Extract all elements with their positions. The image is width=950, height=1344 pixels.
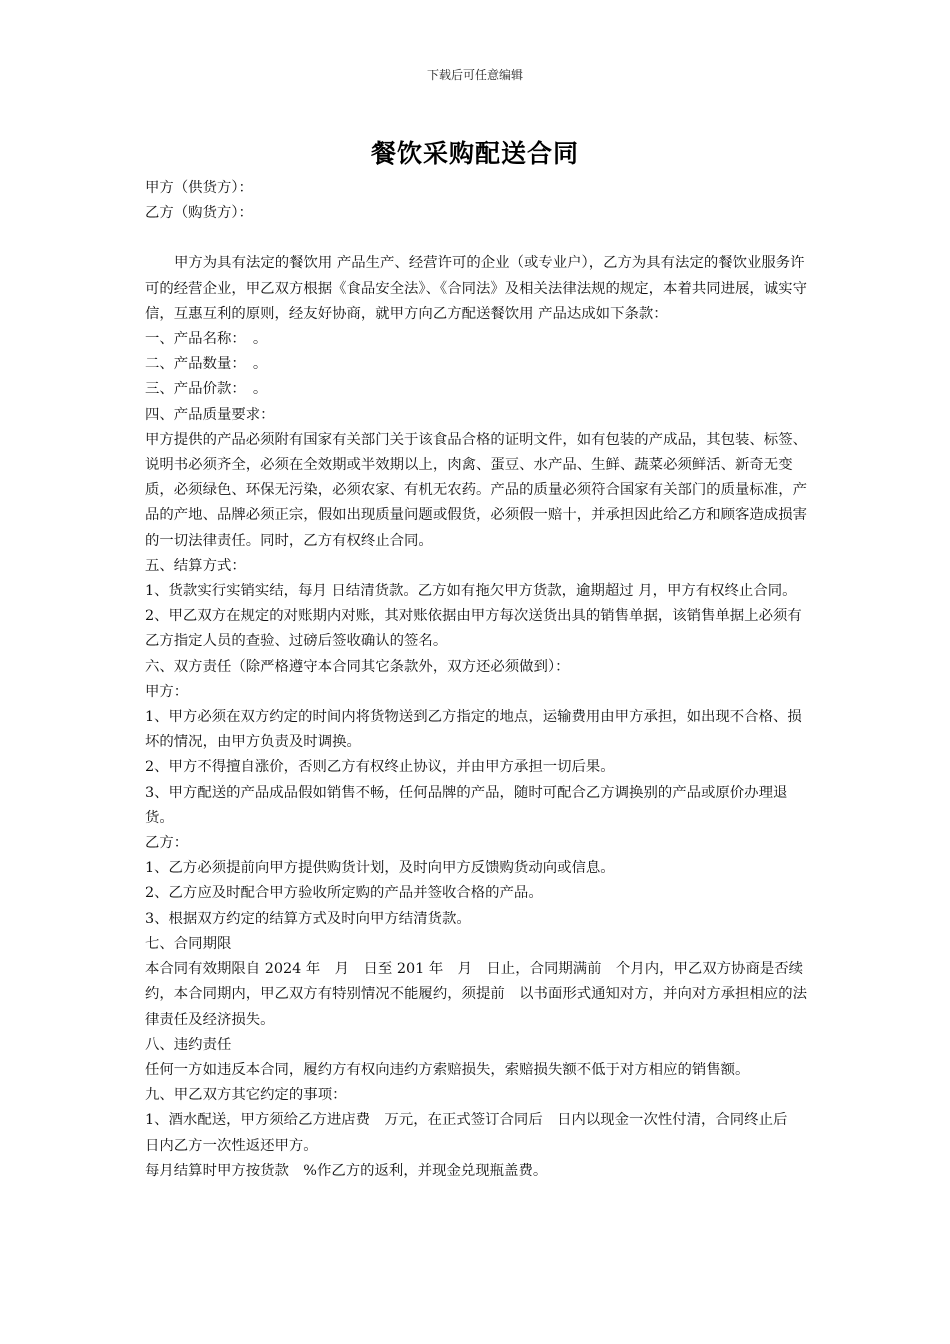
contract-title: 餐饮采购配送合同 bbox=[370, 139, 579, 168]
party-a-duty-3: 3、甲方配送的产品成品假如销售不畅，任何品牌的产品，随时可配合乙方调换别的产品或原价办理退货。 bbox=[145, 784, 788, 826]
clause-product-price: 三、产品价款： 。 bbox=[145, 381, 268, 398]
blank-line bbox=[145, 226, 809, 251]
party-b-duty-3: 3、根据双方约定的结算方式及时向甲方结清货款。 bbox=[145, 910, 471, 927]
other-item-2: 每月结算时甲方按货款 %作乙方的返利，并现金兑现瓶盖费。 bbox=[145, 1162, 548, 1179]
settlement-item-1: 1、货款实行实销实结，每月 日结清货款。乙方如有拖欠甲方货款，逾期超过 月，甲方有权终止合同。 bbox=[145, 583, 797, 600]
party-b-line: 乙方（购货方）： bbox=[145, 205, 253, 222]
clause-settlement-heading: 五、结算方式： bbox=[145, 557, 246, 574]
intro-paragraph: 甲方为具有法定的餐饮用 产品生产、经营许可的企业（或专业户），乙方为具有法定的餐饮业服务许可的经营企业，甲乙双方根据《食品安全法》、《合同法》及相关法律法规的规定，本着共同进展，诚实守信，互惠互利的原则，经友好协商，就甲方向乙方配送餐饮用 产品达成如下条款： bbox=[145, 255, 807, 322]
party-a-label: 甲方： bbox=[145, 683, 189, 700]
contract-body bbox=[145, 176, 809, 1184]
party-a-duty-1: 1、甲方必须在双方约定的时间内将货物送到乙方指定的地点，运输费用由甲方承担，如出现不合格、损坏的情况，由甲方负责及时调换。 bbox=[145, 709, 802, 751]
header-note: 下载后可任意编辑 bbox=[426, 68, 523, 82]
party-b-label: 乙方： bbox=[145, 835, 189, 852]
clause-other-heading: 九、甲乙双方其它约定的事项： bbox=[145, 1087, 347, 1104]
clause-quality-heading: 四、产品质量要求： bbox=[145, 406, 275, 423]
party-a-duty-2: 2、甲方不得擅自涨价，否则乙方有权终止协议，并由甲方承担一切后果。 bbox=[145, 759, 615, 776]
settlement-item-2: 2、甲乙双方在规定的对账期内对账，其对账依据由甲方每次送货出具的销售单据，该销售单据上必须有乙方指定人员的查验、过磅后签收确认的签名。 bbox=[145, 608, 802, 650]
clause-responsibility-heading: 六、双方责任（除严格遵守本合同其它条款外，双方还必须做到）： bbox=[145, 658, 570, 675]
clause-term-heading: 七、合同期限 bbox=[145, 935, 232, 952]
party-a-line: 甲方（供货方）： bbox=[145, 180, 253, 196]
clause-product-name: 一、产品名称： 。 bbox=[145, 331, 268, 348]
other-item-1: 1、酒水配送，甲方须给乙方进店费 万元，在正式签订合同后 日内以现金一次性付清，合同终止后 日内乙方一次性返还甲方。 bbox=[145, 1112, 802, 1154]
party-b-duty-2: 2、乙方应及时配合甲方验收所定购的产品并签收合格的产品。 bbox=[145, 885, 543, 902]
clause-term-text: 本合同有效期限自 2024 年 月 日至 201 年 月 日止，合同期满前 个月内，甲乙双方协商是否续约，本合同期内，甲乙双方有特别情况不能履约，须提前 以书面形式通知对方，并向对方承担相应的法律责任及经济损失。 bbox=[145, 961, 807, 1028]
clause-product-quantity: 二、产品数量： 。 bbox=[145, 356, 268, 373]
party-b-duty-1: 1、乙方必须提前向甲方提供购货计划，及时向甲方反馈购货动向或信息。 bbox=[145, 860, 615, 877]
clause-quality-text: 甲方提供的产品必须附有国家有关部门关于该食品合格的证明文件，如有包装的产成品，其包装、标签、说明书必须齐全，必须在全效期或半效期以上，肉禽、蛋豆、水产品、生鲜、蔬菜必须鲜活、新奇无变质，必须绿色、环保无污染，必须农家、有机无农药。产品的质量必须符合国家有关部门的质量标准，产品的产地、品牌必须正宗，假如出现质量问题或假货，必须假一赔十，并承担因此给乙方和顾客造成损害的一切法律责任。同时，乙方有权终止合同。 bbox=[145, 431, 807, 549]
clause-breach-heading: 八、违约责任 bbox=[145, 1036, 232, 1053]
clause-breach-text: 任何一方如违反本合同，履约方有权向违约方索赔损失，索赔损失额不低于对方相应的销售额。 bbox=[145, 1061, 750, 1078]
